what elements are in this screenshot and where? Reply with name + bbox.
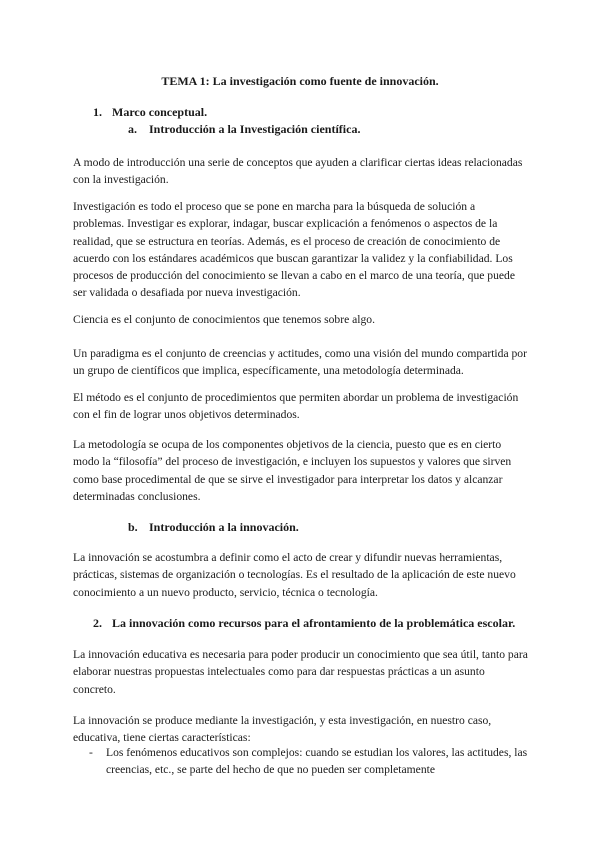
section-1-title: Marco conceptual. [112,105,208,119]
paragraph-metodo: El método es el conjunto de procedimientos que permiten abordar un problema de investigación con el fin de lograr unos objetivos determinados. [73,391,519,422]
section-1-heading [93,104,207,120]
subsection-b-letter: b. [128,520,138,534]
section-2-title: La innovación como recursos para el afrontamiento de la problemática escolar. [112,616,516,630]
subsection-b-title: Introducción a la innovación. [149,520,299,534]
paragraph-innovacion-educativa: La innovación educativa es necesaria para poder producir un conocimiento que sea útil, tanto para elaborar nuestras propuestas intelectuales como para dar respuestas prácticas a un asunto concreto. [73,648,528,696]
subsection-a-heading [128,121,360,137]
paragraph-intro: A modo de introducción una serie de conceptos que ayuden a clarificar ciertas ideas relacionadas con la investigación. [73,156,523,187]
paragraph-paradigma: Un paradigma es el conjunto de creencias y actitudes, como una visión del mundo compartida por un grupo de científicos que implica, específicamente, una metodología determinada. [73,347,527,378]
paragraph-investigacion: Investigación es todo el proceso que se pone en marcha para la búsqueda de solución a problemas. Investigar es explorar, indagar, buscar explicación a fenómenos o aspectos de la realidad, que se estructura en teorías. Además, es el proceso de creación de conocimiento de acuerdo con los estándares académicos que buscan garantizar la validez y la confiabilidad. Los procesos de producción del conocimiento se llevan a cabo en el marco de una teoría, que puede ser validada o desafiada por nueva investigación. [73,200,515,300]
document-title: TEMA 1: La investigación como fuente de innovación. [161,74,439,88]
bullet-text: Los fenómenos educativos son complejos: cuando se estudian los valores, las actitudes, las creencias, etc., se parte del hecho de que no pueden ser completamente [106,746,528,777]
list-item [89,744,529,779]
subsection-b-heading [128,519,299,535]
subsection-a-title: Introducción a la Investigación científica. [149,122,361,136]
section-1-number: 1. [93,105,102,119]
subsection-a-letter: a. [128,122,137,136]
paragraph-metodologia: La metodología se ocupa de los componentes objetivos de la ciencia, puesto que es en cierto modo la “filosofía” del proceso de investigación, e incluyen los supuestos y valores que sirven como base procedimental de que se sirve el investigador para interpretar los datos y alcanzar determinadas conclusiones. [73,438,512,503]
bullet-marker: - [89,746,93,759]
paragraph-ciencia: Ciencia es el conjunto de conocimientos que tenemos sobre algo. [73,313,375,326]
section-2-number: 2. [93,616,102,630]
paragraph-caracteristicas: La innovación se produce mediante la investigación, y esta investigación, en nuestro caso, educativa, tiene ciertas características: [73,714,492,745]
paragraph-innovacion: La innovación se acostumbra a definir como el acto de crear y difundir nuevas herramientas, prácticas, sistemas de organización o tecnologías. Es el resultado de la aplicación de este nuevo conocimiento a un nuevo producto, servicio, técnica o tecnología. [73,551,516,599]
section-2-heading [93,615,515,631]
